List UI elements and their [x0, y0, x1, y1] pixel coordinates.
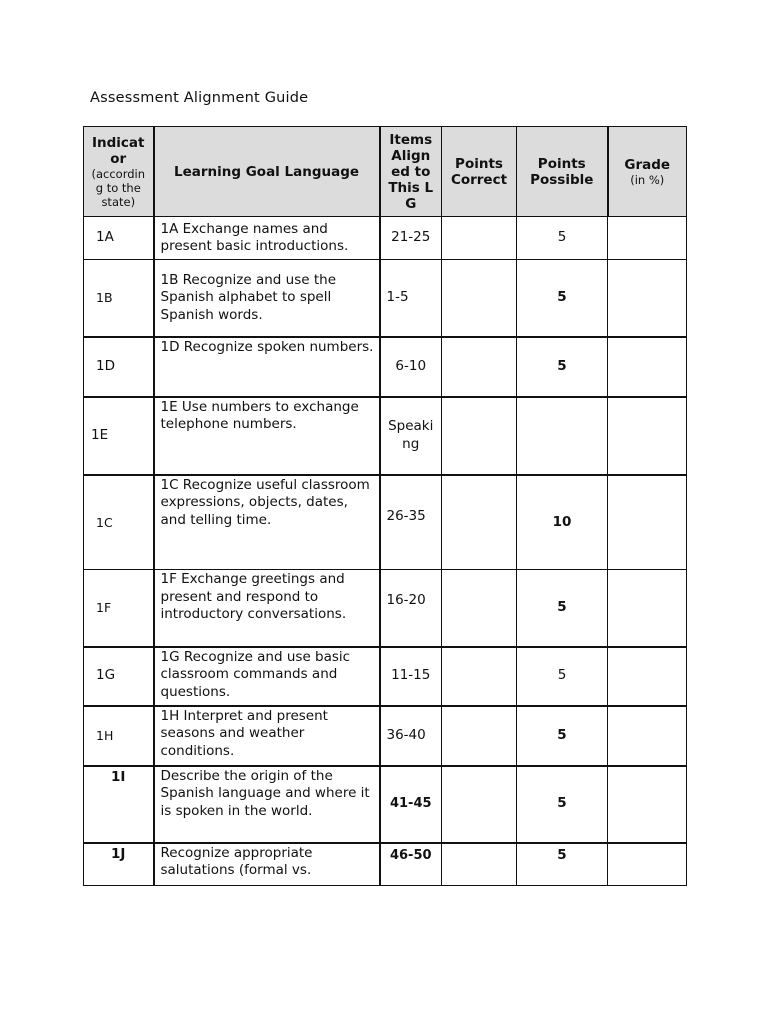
points-correct-cell[interactable] — [442, 706, 517, 766]
grade-cell[interactable] — [608, 337, 687, 397]
indicator-cell: 1B — [84, 260, 154, 337]
indicator-cell: 1D — [84, 337, 154, 397]
goal-cell: 1F Exchange greetings and present and respond to introductory conversations. — [154, 570, 380, 647]
header-indicator — [84, 127, 154, 217]
table-row — [84, 217, 687, 260]
indicator-cell: 1J — [84, 843, 154, 886]
points-possible-cell: 5 — [517, 570, 608, 647]
items-cell: 6-10 — [380, 337, 442, 397]
points-possible-cell: 10 — [517, 475, 608, 570]
goal-cell: 1B Recognize and use the Spanish alphabet to spell Spanish words. — [154, 260, 380, 337]
indicator-cell: 1I — [84, 766, 154, 843]
indicator-cell: 1E — [84, 397, 154, 475]
header-points-possible-label: Points Possible — [530, 155, 594, 188]
header-learning-goal: Learning Goal Language — [154, 127, 380, 217]
table-row — [84, 843, 687, 886]
goal-cell: Describe the origin of the Spanish language and where it is spoken in the world. — [154, 766, 380, 843]
indicator-cell: 1F — [84, 570, 154, 647]
grade-cell[interactable] — [608, 706, 687, 766]
table-row — [84, 766, 687, 843]
header-grade-label: Grade — [624, 156, 671, 173]
items-cell: 41-45 — [380, 766, 442, 843]
header-items-aligned-label: Items Align ed to This LG — [388, 131, 434, 212]
grade-cell[interactable] — [608, 570, 687, 647]
table-row — [84, 475, 687, 570]
items-cell: 21-25 — [380, 217, 442, 260]
goal-cell: 1D Recognize spoken numbers. — [154, 337, 380, 397]
items-cell: 26-35 — [380, 475, 442, 570]
header-indicator-note: (according to the state) — [91, 166, 146, 209]
points-possible-cell: 5 — [517, 647, 608, 706]
points-possible-cell: 5 — [517, 843, 608, 886]
points-possible-cell — [517, 397, 608, 475]
indicator-cell: 1C — [84, 475, 154, 570]
table-row — [84, 260, 687, 337]
points-correct-cell[interactable] — [442, 570, 517, 647]
items-cell: 46-50 — [380, 843, 442, 886]
goal-cell: 1E Use numbers to exchange telephone numbers. — [154, 397, 380, 475]
header-points-correct — [442, 127, 517, 217]
points-correct-cell[interactable] — [442, 260, 517, 337]
grade-cell[interactable] — [608, 397, 687, 475]
points-possible-cell: 5 — [517, 260, 608, 337]
grade-cell[interactable] — [608, 647, 687, 706]
header-grade — [608, 127, 687, 217]
items-cell: 11-15 — [380, 647, 442, 706]
grade-cell[interactable] — [608, 260, 687, 337]
grade-cell[interactable] — [608, 843, 687, 886]
indicator-cell: 1G — [84, 647, 154, 706]
assessment-alignment-table — [83, 126, 687, 886]
table-row — [84, 337, 687, 397]
table-header-row — [84, 127, 687, 217]
goal-cell: 1G Recognize and use basic classroom commands and questions. — [154, 647, 380, 706]
table-row — [84, 706, 687, 766]
header-points-correct-label: Points Correct — [450, 155, 508, 188]
goal-cell: 1H Interpret and present seasons and weather conditions. — [154, 706, 380, 766]
points-possible-cell: 5 — [517, 217, 608, 260]
points-correct-cell[interactable] — [442, 397, 517, 475]
points-correct-cell[interactable] — [442, 647, 517, 706]
header-indicator-label: Indicat or — [92, 134, 145, 167]
items-cell-text: Speaking — [388, 418, 434, 452]
items-cell: 16-20 — [380, 570, 442, 647]
indicator-cell: 1H — [84, 706, 154, 766]
header-points-possible — [517, 127, 608, 217]
page-title: Assessment Alignment Guide — [90, 90, 309, 106]
items-cell: 36-40 — [380, 706, 442, 766]
goal-cell: 1A Exchange names and present basic introductions. — [154, 217, 380, 260]
points-correct-cell[interactable] — [442, 843, 517, 886]
header-items-aligned — [380, 127, 442, 217]
points-correct-cell[interactable] — [442, 337, 517, 397]
indicator-cell: 1A — [84, 217, 154, 260]
goal-cell: 1C Recognize useful classroom expressions, objects, dates, and telling time. — [154, 475, 380, 570]
points-possible-cell: 5 — [517, 766, 608, 843]
items-cell: 1-5 — [380, 260, 442, 337]
table-row — [84, 647, 687, 706]
header-grade-note: (in %) — [630, 172, 665, 187]
points-correct-cell[interactable] — [442, 217, 517, 260]
items-cell — [380, 397, 442, 475]
table-row — [84, 570, 687, 647]
goal-cell: Recognize appropriate salutations (formal vs. — [154, 843, 380, 886]
points-correct-cell[interactable] — [442, 766, 517, 843]
points-possible-cell: 5 — [517, 706, 608, 766]
table-row — [84, 397, 687, 475]
grade-cell[interactable] — [608, 217, 687, 260]
points-possible-cell: 5 — [517, 337, 608, 397]
grade-cell[interactable] — [608, 475, 687, 570]
grade-cell[interactable] — [608, 766, 687, 843]
points-correct-cell[interactable] — [442, 475, 517, 570]
